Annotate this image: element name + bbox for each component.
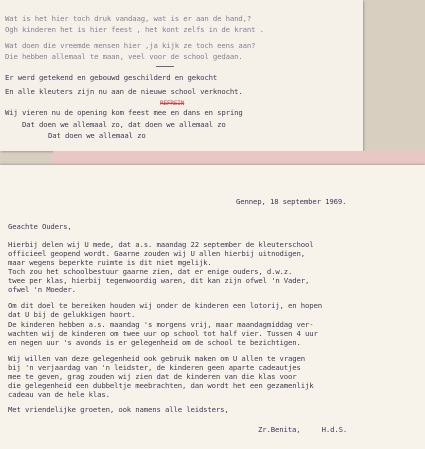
poem-line-4: Die hebben allemaal te maan, veel voor de school gedaan.	[5, 52, 243, 61]
place-date: Gennep, 18 september 1969.	[236, 197, 347, 206]
paragraph-4-line-1: Wij willen van deze gelegenheid ook gebruik maken om U allen te vragen	[8, 354, 306, 363]
paragraph-2-line-2: dat U bij de gelukkigen hoort.	[8, 310, 136, 319]
paragraph-3-line-2: wachten wij de kinderen om twee uur op school tot half vier. Tussen 4 uur	[8, 329, 318, 338]
poem-line-5: Er werd getekend en gebouwd geschilderd en gekocht	[5, 73, 218, 82]
poem-line-7: Wij vieren nu de opening kom feest mee en dans en spring	[5, 108, 243, 117]
salutation: Geachte Ouders,	[8, 222, 72, 231]
poem-correction: REFREIN	[160, 100, 185, 107]
poem-line-6: En alle kleuters zijn nu aan de nieuwe school verknocht.	[5, 87, 243, 96]
poem-line-1: Wat is het hier toch druk vandaag, wat is er aan de hand,?	[5, 14, 252, 23]
signature: Zr.Benita, H.d.S.	[258, 425, 348, 434]
paragraph-3-line-3: en negen uur 's avonds is er gelegenheid om de school te bezichtigen.	[8, 338, 301, 347]
paragraph-1-line-1: Hierbij delen wij U mede, dat a.s. maandag 22 september de kleuterschool	[8, 240, 314, 249]
divider-1	[156, 66, 174, 67]
paragraph-2-line-1: Om dit doel te bereiken houden wij onder de kinderen een lotorij, en hopen	[8, 301, 322, 310]
paragraph-1-line-5: twee per klas, hierbij tegenwoordig waren, dit kan zijn ofwel 'n Vader,	[8, 276, 310, 285]
paragraph-1-line-4: Toch zou het schoolbestuur gaarne zien, dat er enige ouders, d.w.z.	[8, 267, 293, 276]
poem-line-3: Wat doen die vreemde mensen hier ,ja kijk ze toch eens aan?	[5, 41, 256, 50]
paragraph-1-line-3: maar wegens beperkte ruimte is dit niet mgelijk.	[8, 258, 212, 267]
paragraph-4-line-2: bij 'n verjaardag van 'n leidster, de kinderen geen aparte cadeautjes	[8, 363, 301, 372]
poem-line-9: Dat doen we allemaal zo	[48, 131, 146, 140]
poem-line-2: Ogh kinderen het is hier feest , het kont zelfs in de krant .	[5, 25, 264, 34]
paragraph-1-line-2: officieel geopend wordt. Gaarne zouden wij U allen hierbij uitnodigen,	[8, 249, 306, 258]
paragraph-4-line-4: die gelegenheid een dubbeltje meebrachten, dan wordt het een gezamenlijk	[8, 381, 314, 390]
paragraph-1-line-6: ofwel 'n Moeder.	[8, 285, 76, 294]
poem-line-8: Dat doen we allemaal zo, dat doen we allemaal zo	[22, 120, 226, 129]
paragraph-4-line-3: mee te geven, grag zouden wij zien dat de kinderen van die klas voor	[8, 372, 297, 381]
paragraph-4-line-5: cadeau van de hele klas.	[8, 390, 110, 399]
closing: Met vriendelijke groeten, ook namens alle leidsters,	[8, 405, 229, 414]
paragraph-3-line-1: De kinderen hebben a.s. maandag 's morgens vrij, maar maandagmiddag ver-	[8, 320, 314, 329]
